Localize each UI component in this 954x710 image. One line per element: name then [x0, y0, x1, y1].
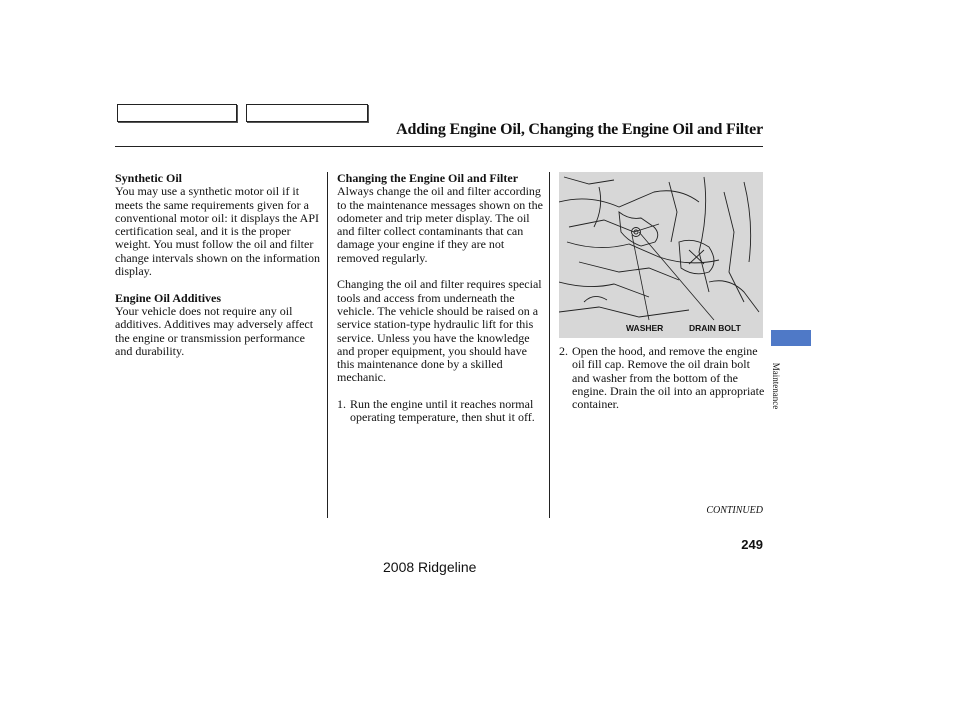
column-divider-1 — [327, 172, 328, 518]
nav-button-2[interactable] — [246, 104, 368, 122]
column-divider-2 — [549, 172, 550, 518]
step-2-text: Open the hood, and remove the engine oil fill cap. Remove the oil drain bolt and washer from the bottom of the engine. Drain the oil into an appropriate container. — [572, 344, 765, 412]
drain-bolt-illustration — [559, 172, 763, 338]
changing-oil-para1: Always change the oil and filter according to the maintenance messages shown on the odometer and trip meter display. The oil and filter collect contaminants that can damage your engine if they are not removed regularly. — [337, 184, 543, 265]
synthetic-oil-body: You may use a synthetic motor oil if it meets the same requirements given for a conventional motor oil: it displays the API certification seal, and it is the proper weight. You must follow the oil and filter change intervals shown on the information display. — [115, 184, 320, 279]
section-tab[interactable] — [771, 330, 811, 346]
engine-underside-drawing — [559, 172, 763, 338]
drain-bolt-label: DRAIN BOLT — [689, 323, 741, 333]
section-label: Maintenance — [771, 362, 781, 410]
additives-heading: Engine Oil Additives — [115, 290, 222, 305]
step-2 — [559, 345, 765, 411]
step-2-number: 2. — [559, 344, 568, 358]
nav-button-1[interactable] — [117, 104, 237, 122]
column-left — [115, 172, 320, 358]
additives-body: Your vehicle does not require any oil additives. Additives may adversely affect the engine or transmission performance and durability. — [115, 303, 314, 358]
page-title: Adding Engine Oil, Changing the Engine Oil and Filter — [396, 121, 763, 138]
title-rule — [115, 146, 763, 147]
step-1-text: Run the engine until it reaches normal operating temperature, then shut it off. — [350, 397, 535, 425]
synthetic-oil-heading: Synthetic Oil — [115, 171, 183, 185]
footer-model: 2008 Ridgeline — [383, 559, 477, 575]
column-middle — [337, 172, 545, 425]
page-number: 249 — [741, 537, 763, 552]
changing-oil-para2: Changing the oil and filter requires special tools and access from underneath the vehicle. The vehicle should be raised on a service station-type hydraulic lift for this service. Unless you have the knowledge and proper equipment, you should have this maintenance done by a skilled mechanic. — [337, 277, 542, 385]
changing-oil-heading: Changing the Engine Oil and Filter — [337, 171, 519, 185]
washer-label: WASHER — [626, 323, 664, 333]
continued-label: CONTINUED — [706, 505, 763, 516]
step-1-number: 1. — [337, 397, 346, 412]
step-1 — [337, 398, 545, 425]
